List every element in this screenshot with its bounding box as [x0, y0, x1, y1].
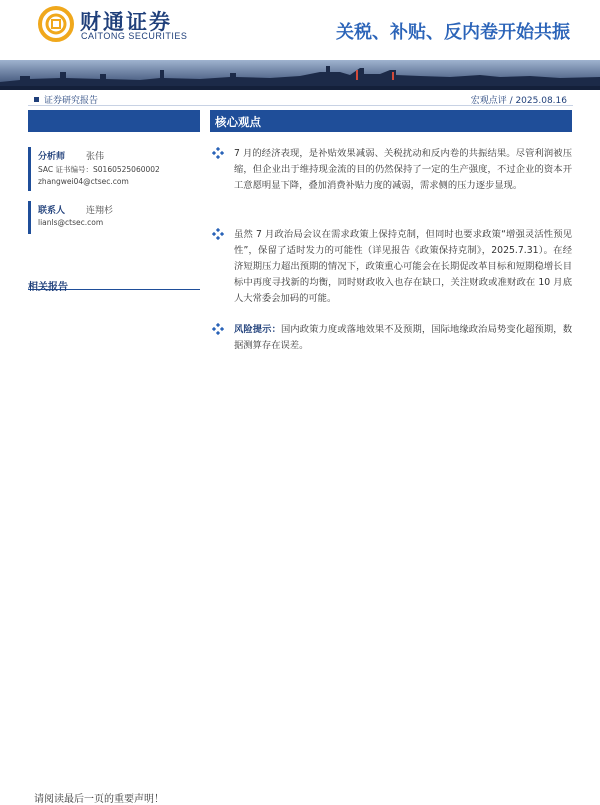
sidebar-header-bar [28, 110, 200, 132]
footer-disclaimer: 请阅读最后一页的重要声明！ [34, 794, 164, 805]
analyst-email: zhangwei04@ctsec.com [38, 177, 129, 186]
core-views-title: 核心观点 [215, 115, 261, 129]
analyst-info [28, 147, 203, 191]
risk-text-block [234, 322, 572, 354]
related-reports-heading [28, 275, 200, 293]
report-category-date: 宏观点评 / 2025.08.16 [470, 96, 567, 106]
caitong-logo-icon [38, 6, 74, 42]
contact-role: 联系人 [38, 206, 66, 216]
contact-info [28, 201, 203, 234]
logo-english-name: CAITONG SECURITIES [81, 31, 188, 41]
analyst-role: 分析师 [38, 152, 66, 162]
diamond-bullet-icon [212, 228, 224, 240]
risk-warning [210, 322, 572, 354]
core-point-1 [210, 146, 572, 194]
report-type-label: 证券研究报告 [44, 96, 99, 106]
logo-chinese-name: 财通证券 [80, 10, 172, 34]
city-skyline-banner [0, 60, 600, 90]
report-title: 关税、补贴、反内卷开始共振 [336, 22, 570, 43]
page-header [0, 0, 600, 60]
diamond-bullet-icon [212, 323, 224, 335]
diamond-bullet-icon [212, 147, 224, 159]
related-reports-title: 相关报告 [28, 282, 68, 293]
risk-label: 风险提示： [234, 324, 281, 335]
contact-name: 连翔杉 [86, 206, 114, 216]
analyst-sac-number: SAC 证书编号：S0160525060002 [38, 165, 160, 174]
report-type [34, 93, 98, 106]
core-views-header [210, 110, 572, 132]
contact-email: lianls@ctsec.com [38, 218, 104, 227]
report-meta-bar [28, 91, 573, 106]
risk-text: 国内政策力度或落地效果不及预期，国际地缘政治局势变化超预期，数据测算存在误差。 [234, 324, 572, 351]
analyst-name: 张伟 [86, 152, 105, 162]
square-bullet-icon [34, 97, 39, 102]
core-point-text: 7 月的经济表现，是补贴效果减弱、关税扰动和反内卷的共振结果。尽管利润被压缩，但企业出于维持现金流的目的仍然保持了一定的生产强度，不过企业的资本开工意愿明显下降，叠加消费补贴力度的减弱，需求侧的压力逐步显现。 [234, 148, 572, 191]
core-point-2 [210, 227, 572, 307]
core-point-text: 虽然 7 月政治局会议在需求政策上保持克制，但同时也要求政策“增强灵活性预见性”，保留了适时发力的可能性（详见报告《政策保持克制》，2025.7.31）。在经济短期压力超出预期的情况下，政策重心可能会在长期促改革目标和短期稳增长目标中再度寻找新的均衡，同时财政收入也存在缺口，关注财政或准财政在 10 月底人大常委会加码的可能。 [234, 229, 572, 304]
